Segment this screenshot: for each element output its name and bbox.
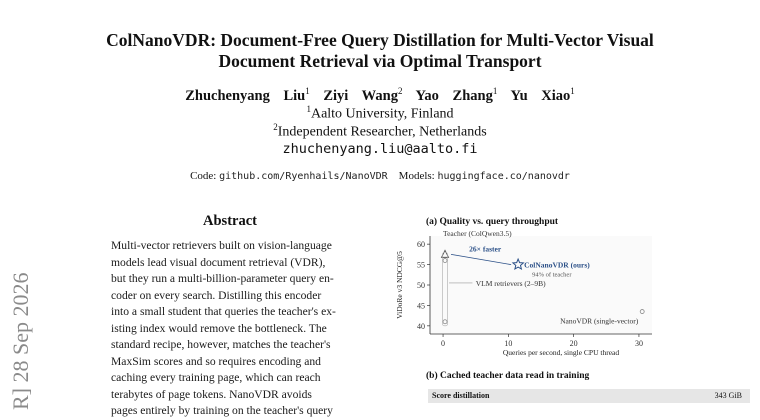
abstract-heading: Abstract bbox=[203, 213, 257, 229]
figure-panel-a-title: (a) Quality vs. query throughput bbox=[426, 217, 559, 227]
author-name: Yao Zhang$^1$ bbox=[415, 86, 498, 104]
arxiv-stamp bbox=[0, 262, 38, 410]
abstract-line: isting index would remove the bottleneck. The bbox=[111, 321, 327, 335]
author-name: Ziyi Wang$^2$ bbox=[323, 86, 403, 104]
x-tick-label: 0 bbox=[441, 339, 446, 348]
abstract-body bbox=[111, 238, 351, 420]
abstract-line: models lead visual document retrieval (VDR), bbox=[111, 255, 326, 269]
paper-title bbox=[40, 30, 720, 72]
affiliation-1: $^1$Aalto University, Finland bbox=[306, 104, 454, 122]
cached-data-bar bbox=[428, 389, 750, 403]
figure-panel-b-title: (b) Cached teacher data read in training bbox=[426, 371, 590, 381]
x-tick-label: 10 bbox=[504, 339, 513, 348]
y-tick-label: 55 bbox=[417, 260, 425, 270]
code-label: Code: bbox=[190, 170, 217, 182]
abstract-line: standard recipe, however, matches the teacher's bbox=[111, 338, 331, 351]
resource-links bbox=[40, 170, 720, 182]
abstract-line: pages entirely by training on the teacher's query bbox=[111, 404, 333, 417]
author-email[interactable]: zhuchenyang.liu@aalto.fi bbox=[282, 141, 478, 157]
models-label: Models: bbox=[398, 170, 435, 182]
y-axis-label: ViDoRe v3 NDCG@5 bbox=[395, 251, 404, 319]
speedup-label: 26× faster bbox=[469, 244, 502, 254]
abstract-line: terabytes of page tokens. NanoVDR avoids bbox=[111, 387, 312, 401]
vlm-label: VLM retrievers (2–9B) bbox=[475, 278, 546, 288]
title-line-1: ColNanoVDR: Document-Free Query Distillation for Multi-Vector Visual bbox=[106, 30, 654, 50]
arxiv-stamp-text: R] 28 Sep 2026 bbox=[8, 272, 33, 410]
colnanovdr-note: 94% of teacher bbox=[532, 271, 572, 279]
code-link[interactable]: github.com/Ryenhails/NanoVDR bbox=[219, 171, 388, 182]
author-name: Zhuchenyang Liu$^1$ bbox=[185, 86, 310, 104]
colnanovdr-label: ColNanoVDR (ours) bbox=[524, 260, 590, 270]
y-tick-label: 45 bbox=[417, 301, 425, 311]
x-tick-label: 30 bbox=[634, 339, 643, 348]
abstract-line: Multi-vector retrievers built on vision-language bbox=[111, 239, 332, 252]
abstract-line: into a small student that queries the teacher's ex- bbox=[111, 305, 336, 318]
y-tick-label: 60 bbox=[417, 240, 425, 250]
throughput-scatter-chart bbox=[390, 228, 760, 368]
title-line-2: Document Retrieval via Optimal Transport bbox=[218, 51, 542, 71]
abstract-line: coder on every search. Distilling this encoder bbox=[111, 288, 322, 302]
models-link[interactable]: huggingface.co/nanovdr bbox=[437, 171, 570, 182]
abstract-line: but they run a multi-billion-parameter query en- bbox=[111, 272, 334, 285]
teacher-label: Teacher (ColQwen3.5) bbox=[443, 229, 512, 238]
abstract-line: caching every training page, which can reach bbox=[111, 371, 321, 384]
x-tick-label: 20 bbox=[569, 339, 578, 348]
affiliation-2: $^2$Independent Researcher, Netherlands bbox=[273, 122, 487, 140]
author-list bbox=[40, 86, 720, 105]
x-axis-label: Queries per second, single CPU thread bbox=[502, 348, 620, 357]
y-tick-label: 50 bbox=[417, 281, 425, 290]
y-tick-label: 40 bbox=[417, 321, 425, 331]
cached-data-bar-value: 343 GiB bbox=[714, 391, 742, 400]
cached-data-bar-label: Score distillation bbox=[432, 391, 490, 400]
nanovdr-label: NanoVDR (single-vector) bbox=[560, 316, 639, 326]
author-name: Yu Xiao$^1$ bbox=[510, 86, 575, 104]
abstract-line: MaxSim scores and so requires encoding and bbox=[111, 354, 321, 368]
